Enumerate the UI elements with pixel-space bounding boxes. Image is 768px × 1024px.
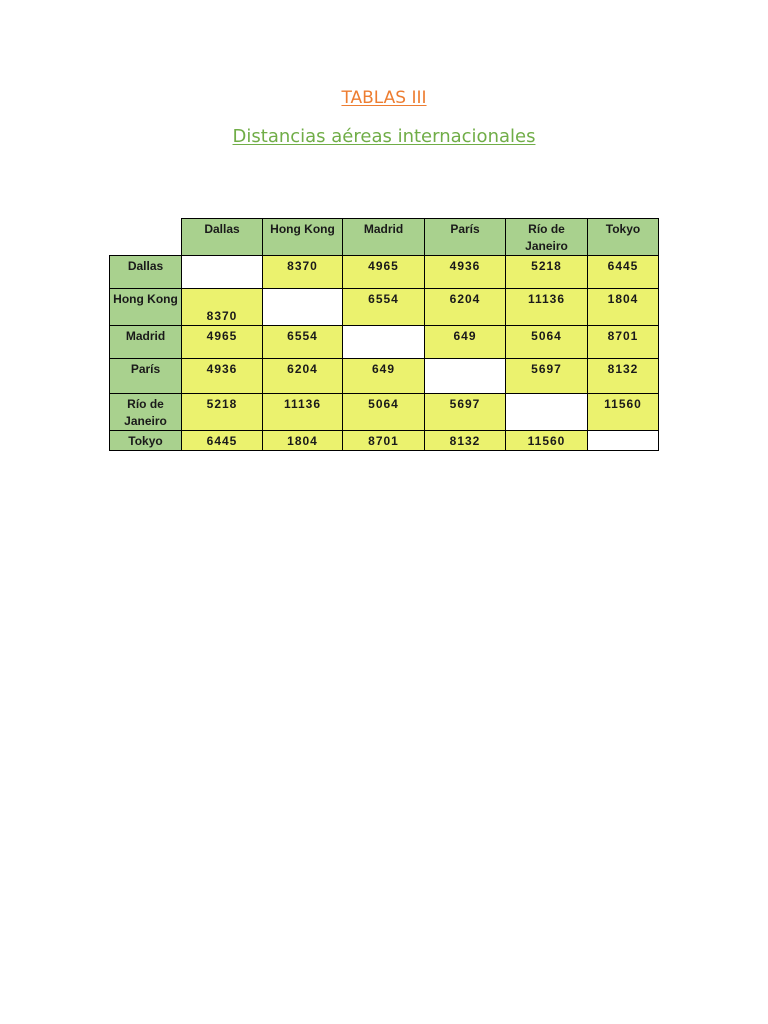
distance-cell: 6554 — [263, 326, 343, 359]
distance-cell: 6445 — [588, 256, 659, 289]
distance-cell: 5218 — [182, 394, 263, 431]
table-row — [110, 359, 659, 394]
column-header: Madrid — [343, 219, 425, 256]
distance-cell: 8701 — [343, 431, 425, 451]
distance-cell: 649 — [425, 326, 506, 359]
distance-cell: 5064 — [343, 394, 425, 431]
distance-cell: 5064 — [506, 326, 588, 359]
table-row — [110, 431, 659, 451]
row-header: París — [110, 359, 182, 394]
table-row — [110, 256, 659, 289]
row-header: Tokyo — [110, 431, 182, 451]
distance-cell: 4965 — [343, 256, 425, 289]
column-header: Hong Kong — [263, 219, 343, 256]
distance-cell: 11560 — [588, 394, 659, 431]
distance-cell: 8132 — [425, 431, 506, 451]
diagonal-cell — [343, 326, 425, 359]
distance-cell: 6445 — [182, 431, 263, 451]
row-header: Madrid — [110, 326, 182, 359]
diagonal-cell — [425, 359, 506, 394]
distance-cell: 6204 — [263, 359, 343, 394]
diagonal-cell — [506, 394, 588, 431]
distance-cell: 5697 — [506, 359, 588, 394]
distance-cell: 4965 — [182, 326, 263, 359]
distance-cell: 5218 — [506, 256, 588, 289]
distance-cell: 11136 — [506, 289, 588, 326]
row-header: Río de Janeiro — [110, 394, 182, 431]
distance-cell: 5697 — [425, 394, 506, 431]
distance-cell: 6204 — [425, 289, 506, 326]
distance-cell: 11560 — [506, 431, 588, 451]
distance-cell: 4936 — [425, 256, 506, 289]
distance-cell: 1804 — [263, 431, 343, 451]
corner-cell — [110, 219, 182, 256]
distance-cell: 6554 — [343, 289, 425, 326]
column-header: Río de Janeiro — [506, 219, 588, 256]
row-header: Hong Kong — [110, 289, 182, 326]
distance-cell: 8132 — [588, 359, 659, 394]
column-header: Dallas — [182, 219, 263, 256]
distance-cell: 8370 — [182, 289, 263, 326]
distance-table — [109, 218, 659, 451]
distance-cell: 8701 — [588, 326, 659, 359]
header-row — [110, 219, 659, 256]
column-header: Tokyo — [588, 219, 659, 256]
distance-cell: 4936 — [182, 359, 263, 394]
diagonal-cell — [263, 289, 343, 326]
diagonal-cell — [182, 256, 263, 289]
page-title: TABLAS III — [341, 88, 427, 108]
column-header: París — [425, 219, 506, 256]
table-row — [110, 394, 659, 431]
distance-cell: 649 — [343, 359, 425, 394]
row-header: Dallas — [110, 256, 182, 289]
table-row — [110, 326, 659, 359]
table-row — [110, 289, 659, 326]
distance-cell: 1804 — [588, 289, 659, 326]
distance-cell: 8370 — [263, 256, 343, 289]
distance-cell: 11136 — [263, 394, 343, 431]
page-subtitle: Distancias aéreas internacionales — [232, 126, 536, 147]
diagonal-cell — [588, 431, 659, 451]
